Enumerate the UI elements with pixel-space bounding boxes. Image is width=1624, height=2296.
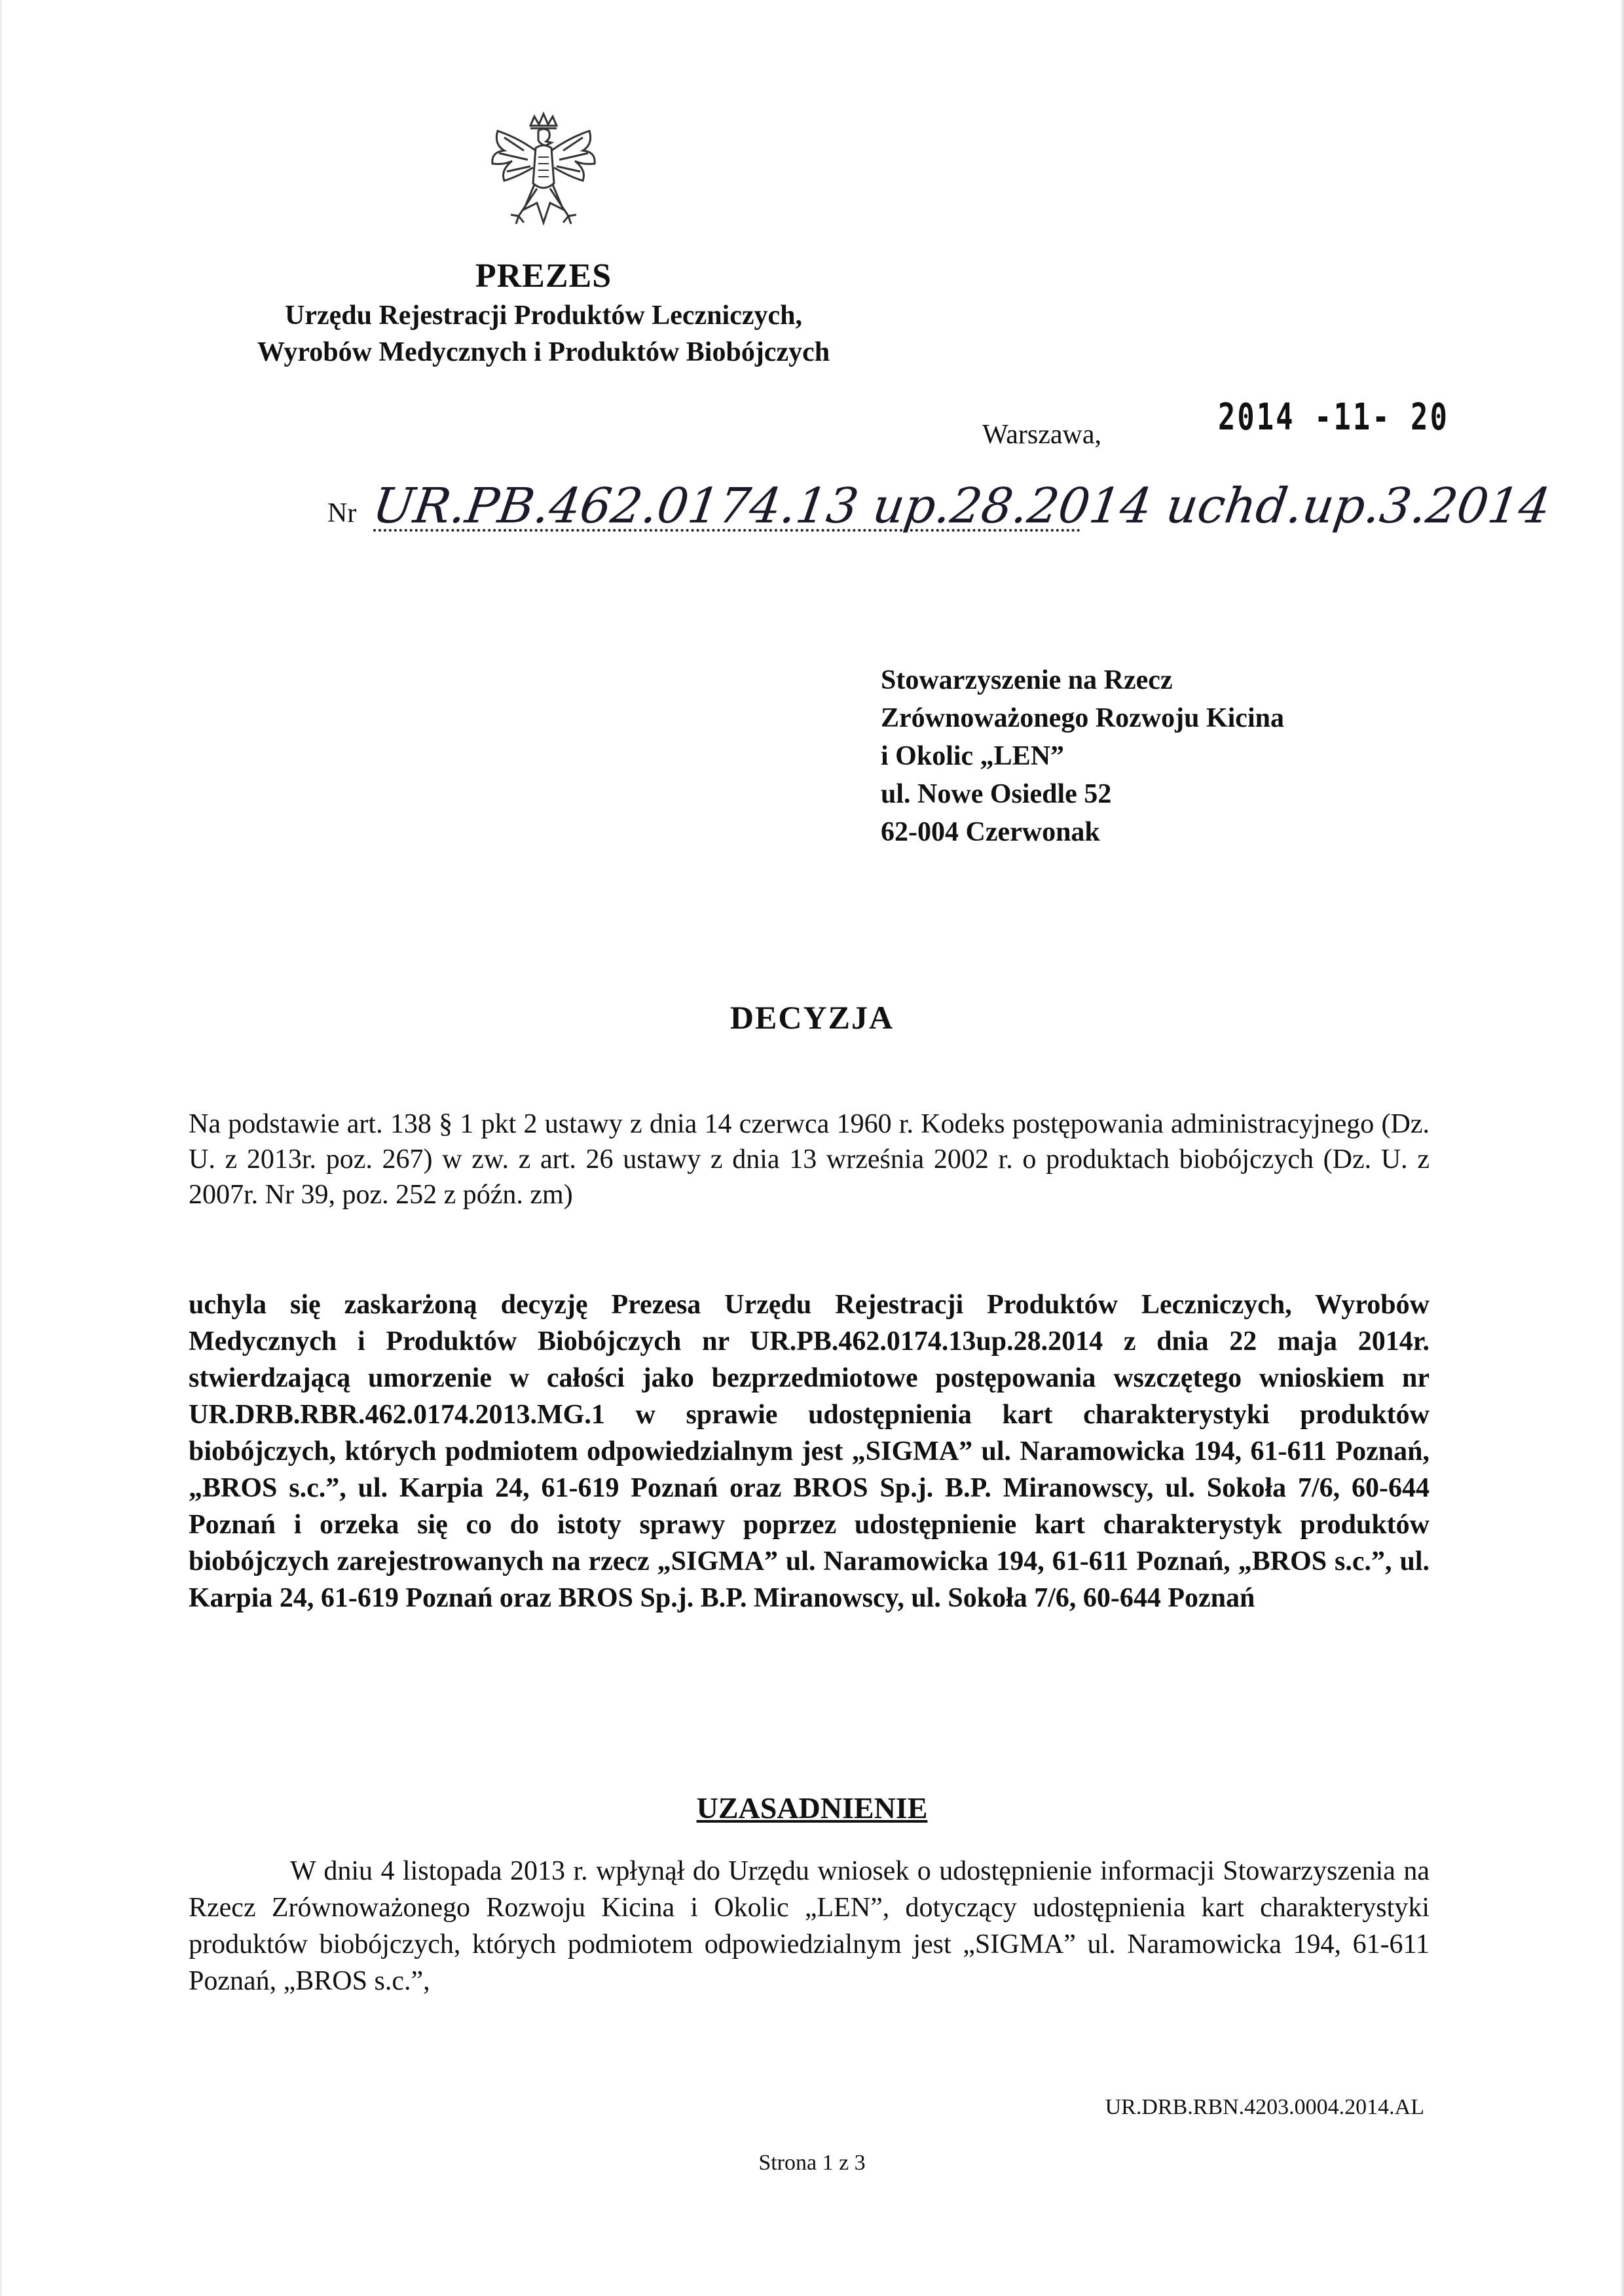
recipient-line-2: Zrównoważonego Rozwoju Kicina xyxy=(881,703,1284,733)
eagle-emblem-icon xyxy=(478,111,609,249)
recipient-line-1: Stowarzyszenie na Rzecz xyxy=(881,665,1173,695)
reference-number-line xyxy=(327,478,1554,556)
verdict-paragraph: uchyla się zaskarżoną decyzję Prezesa Urzędu Rejestracji Produktów Leczniczych, Wyrobów Medycznych i Produktów Biobójczych nr UR.PB.462.0174.13up.28.2014 z dnia 22 maja 2014r. stwierdzającą umorzenie w całości jako bezprzedmiotowe postępowania wszczętego wnioskiem nr UR.DRB.RBR.462.0174.2013.MG.1 w sprawie udostępnienia kart charakterystyki produktów biobójczych, których podmiotem odpowiedzialnym jest „SIGMA” ul. Naramowicka 194, 61-611 Poznań, „BROS s.c.”, ul. Karpia 24, 61-619 Poznań oraz BROS Sp.j. B.P. Miranowscy, ul. Sokoła 7/6, 60-644 Poznań i orzeka się co do istoty sprawy poprzez udostępnienie kart charakterystyk produktów biobójczych zarejestrowanych na rzecz „SIGMA” ul. Naramowicka 194, 61-611 Poznań, „BROS s.c.”, ul. Karpia 24, 61-619 Poznań oraz BROS Sp.j. B.P. Miranowscy, ul. Sokoła 7/6, 60-644 Poznań xyxy=(189,1290,1430,1613)
issuer-office-line-1: Urzędu Rejestracji Produktów Leczniczych, xyxy=(284,301,803,331)
issuer-title: PREZES xyxy=(475,257,612,295)
date-stamp: 2014 -11- 20 xyxy=(1218,396,1450,439)
scan-edge-left xyxy=(0,0,3,2296)
recipient-address xyxy=(881,661,1284,851)
issuer-header xyxy=(131,255,956,371)
reference-label: Nr xyxy=(327,498,357,528)
legal-basis-paragraph: Na podstawie art. 138 § 1 pkt 2 ustawy z dnia 14 czerwca 1960 r. Kodeks postępowania administracyjnego (Dz. U. z 2013r. poz. 267) w zw. z art. 26 ustawy z dnia 13 września 2002 r. o produktach biobójczych (Dz. U. z 2007r. Nr 39, poz. 252 z późn. zm) xyxy=(189,1109,1430,1210)
recipient-line-5: 62-004 Czerwonak xyxy=(881,817,1100,847)
handwritten-reference: UR.PB.462.0174.13 up.28.2014 uchd.up.3.2014 xyxy=(369,478,1554,534)
recipient-line-4: ul. Nowe Osiedle 52 xyxy=(881,779,1112,809)
issuer-office-line-2: Wyrobów Medycznych i Produktów Biobójczych xyxy=(257,337,830,367)
justification-paragraph: W dniu 4 listopada 2013 r. wpłynął do Urzędu wniosek o udostępnienie informacji Stowarzyszenia na Rzecz Zrównoważonego Rozwoju Kicina i Okolic „LEN”, dotyczący udostępnienia kart charakterystyki produktów biobójczych, których podmiotem odpowiedzialnym jest „SIGMA” ul. Naramowicka 194, 61-611 Poznań, „BROS s.c.”, xyxy=(189,1856,1430,1996)
scan-edge-right xyxy=(1620,0,1624,2296)
recipient-line-3: i Okolic „LEN” xyxy=(881,741,1065,771)
document-reference-code: UR.DRB.RBN.4203.0004.2014.AL xyxy=(1105,2095,1424,2119)
document-title: DECYZJA xyxy=(729,999,895,1036)
page-number: Strona 1 z 3 xyxy=(758,2151,866,2175)
place-of-issue: Warszawa, xyxy=(982,420,1102,450)
justification-heading: UZASADNIENIE xyxy=(696,1791,928,1825)
